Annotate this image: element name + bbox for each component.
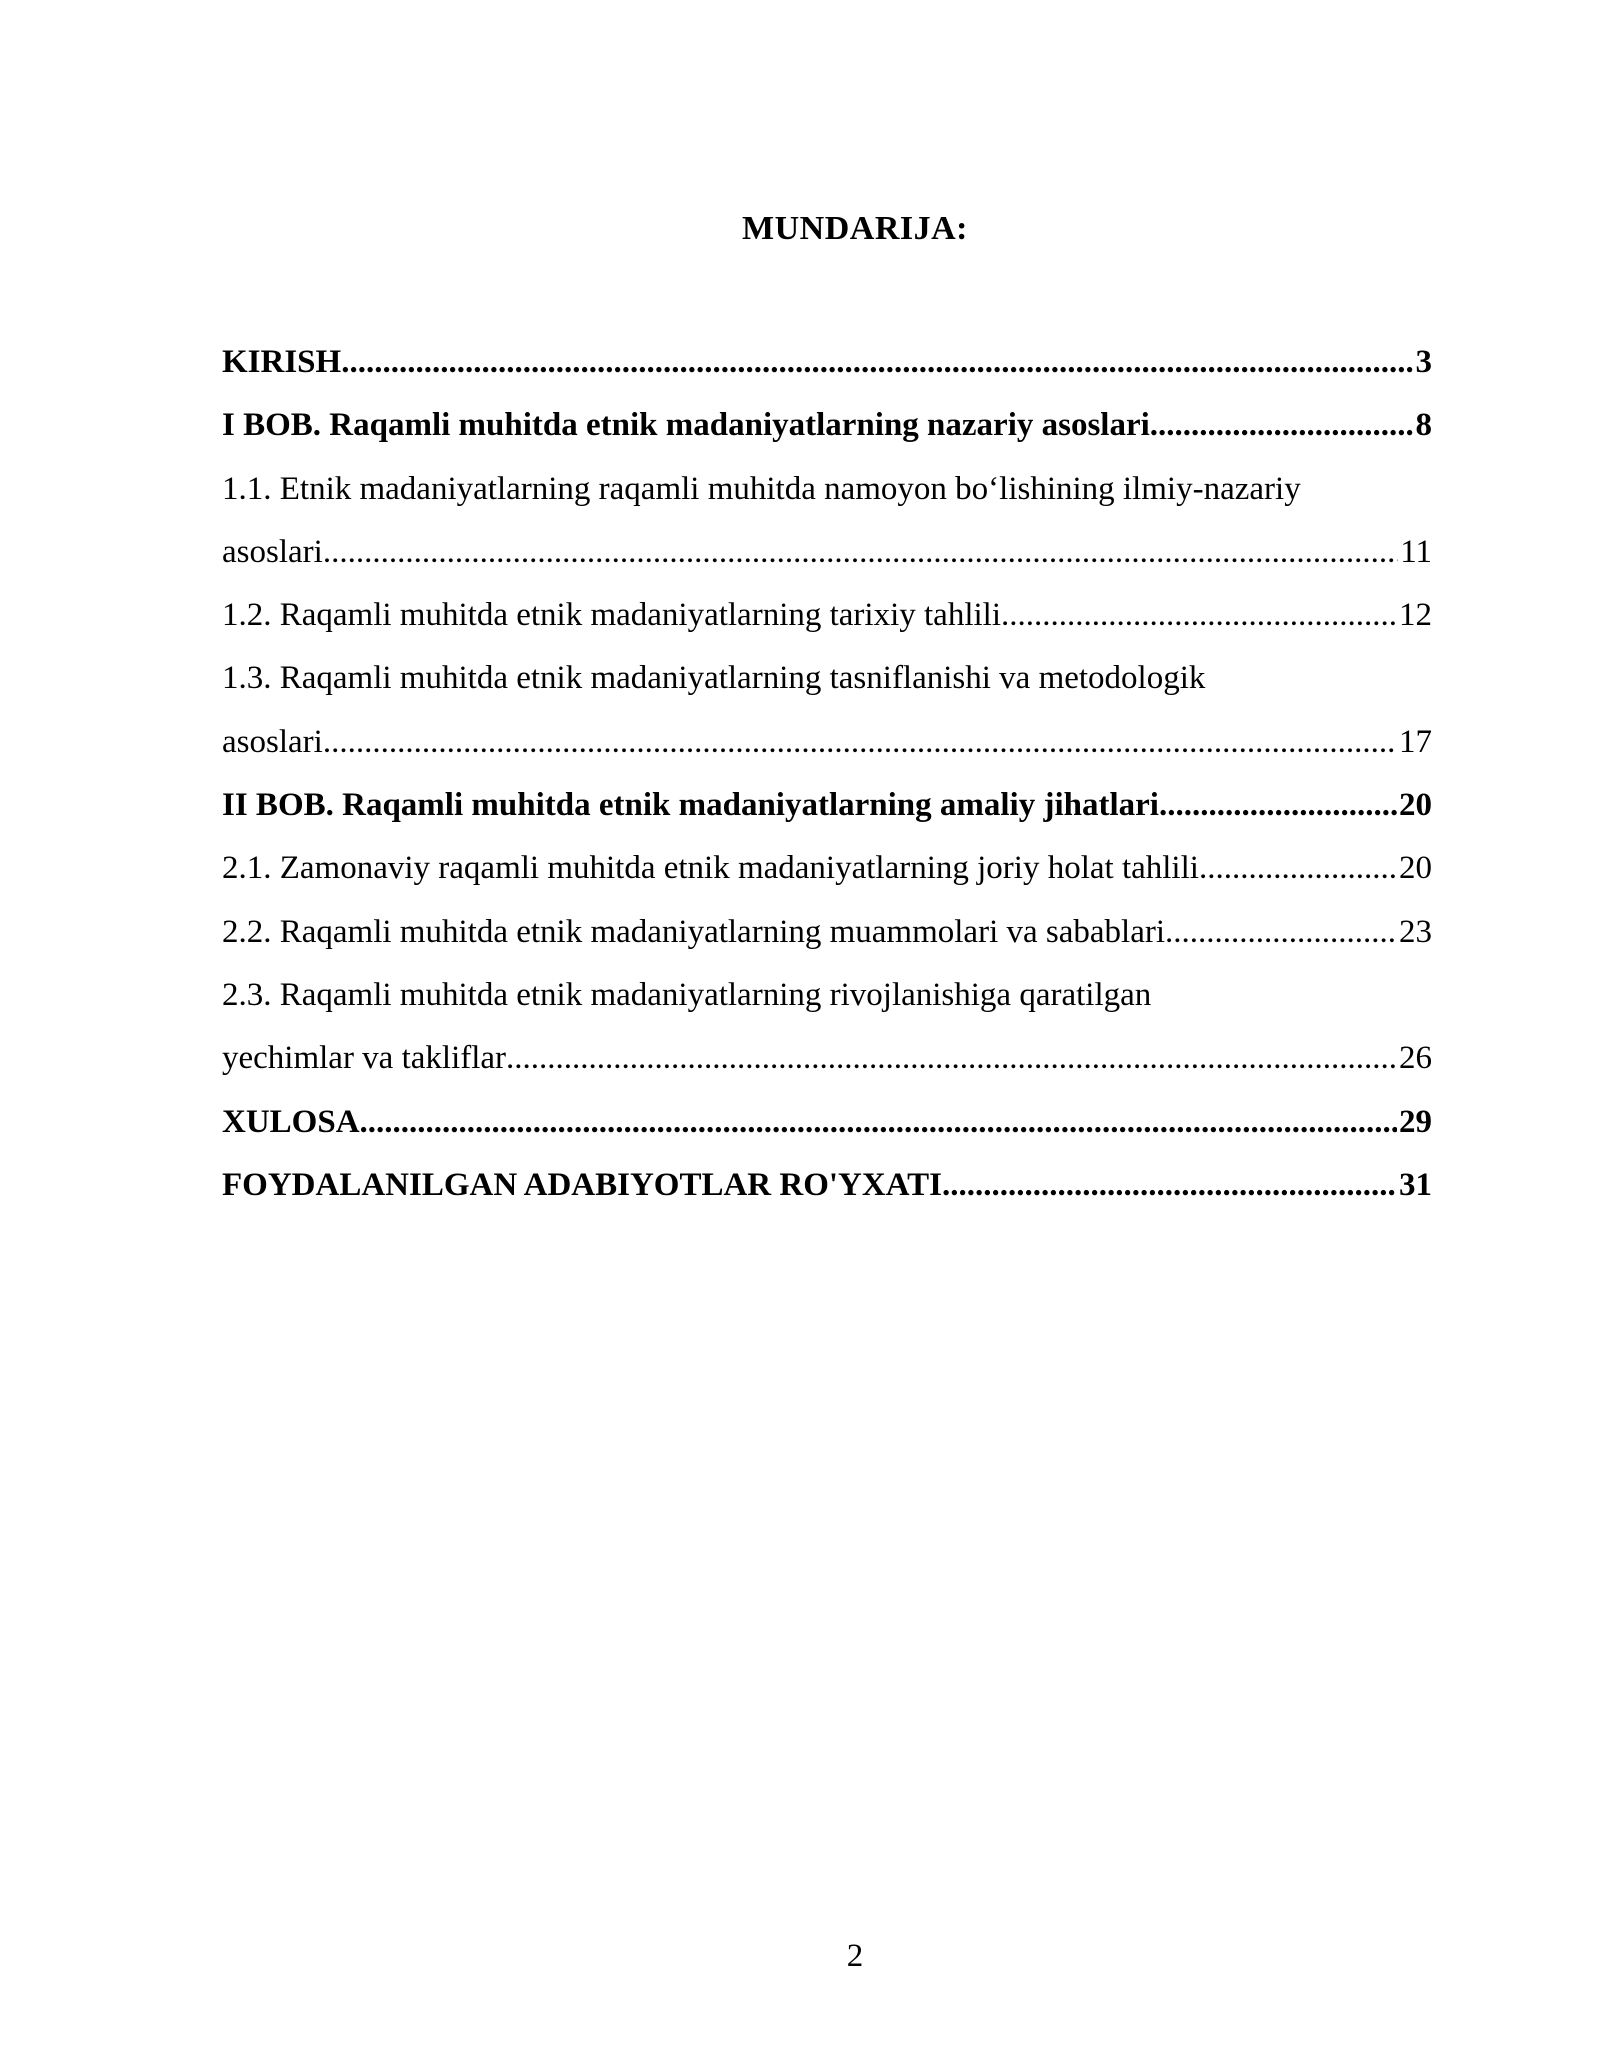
toc-entry-title: yechimlar va takliflar	[222, 1040, 507, 1077]
toc-page-number: 20	[1399, 850, 1432, 887]
toc-leader-dots	[323, 711, 1397, 774]
toc-page-number: 8	[1415, 407, 1432, 444]
toc-entry-1-1[interactable]	[222, 521, 1432, 584]
toc-entry-chapter-2[interactable]	[222, 774, 1432, 837]
toc-entry-title: 1.2. Raqamli muhitda etnik madaniyatlarning tarixiy tahlili	[222, 597, 1001, 634]
toc-entry-1-3[interactable]	[222, 711, 1432, 774]
toc-entry-title: II BOB. Raqamli muhitda etnik madaniyatlarning amaliy jihatlari	[222, 787, 1159, 824]
page-title: MUNDARIJA:	[742, 210, 968, 247]
toc-page-number: 17	[1399, 723, 1432, 760]
toc-leader-dots	[1199, 837, 1397, 900]
toc-entry-chapter-1[interactable]	[222, 394, 1432, 457]
toc-entry-2-2[interactable]	[222, 901, 1432, 964]
toc-entry-2-3-first-line[interactable]	[222, 964, 1432, 1027]
toc-page-number: 23	[1399, 913, 1432, 950]
toc-entry-kirish[interactable]	[222, 331, 1432, 394]
toc-page-number: 11	[1400, 533, 1432, 570]
toc-page-number: 12	[1399, 597, 1432, 634]
toc-entry-2-3[interactable]	[222, 1027, 1432, 1090]
toc-entry-1-2[interactable]	[222, 584, 1432, 647]
toc-leader-dots	[360, 1091, 1397, 1154]
toc-entry-title: asoslari	[222, 533, 323, 570]
toc-page-number: 3	[1415, 344, 1432, 380]
toc-entry-title: KIRISH	[222, 344, 342, 380]
toc-leader-dots	[341, 331, 1413, 394]
toc-entry-title: XULOSA	[222, 1103, 360, 1140]
toc-leader-dots	[506, 1027, 1397, 1090]
toc-entry-2-1[interactable]	[222, 837, 1432, 900]
toc-page-number: 31	[1399, 1166, 1432, 1203]
toc-leader-dots	[942, 1154, 1397, 1217]
toc-entry-title: I BOB. Raqamli muhitda etnik madaniyatlarning nazariy asoslari	[222, 407, 1150, 444]
toc-entry-title: asoslari	[222, 723, 323, 760]
page-number: 2	[846, 1938, 864, 1974]
toc-leader-dots	[1165, 901, 1397, 964]
toc-entry-title: 2.3. Raqamli muhitda etnik madaniyatlarning rivojlanishiga qaratilgan	[222, 976, 1152, 1013]
toc-page-number: 20	[1399, 787, 1432, 824]
toc-entry-title: 2.1. Zamonaviy raqamli muhitda etnik madaniyatlarning joriy holat tahlili	[222, 850, 1199, 887]
toc-entry-references[interactable]	[222, 1154, 1432, 1217]
toc-leader-dots	[1159, 774, 1397, 837]
toc-entry-title: 2.2. Raqamli muhitda etnik madaniyatlarning muammolari va sabablari	[222, 913, 1165, 950]
table-of-contents	[222, 331, 1432, 1217]
toc-page-number: 26	[1399, 1040, 1432, 1077]
toc-entry-title: FOYDALANILGAN ADABIYOTLAR RO'YXATI	[222, 1166, 942, 1203]
toc-entry-title: 1.1. Etnik madaniyatlarning raqamli muhitda namoyon bo‘lishining ilmiy-nazariy	[222, 470, 1301, 507]
toc-entry-1-1-first-line[interactable]	[222, 458, 1432, 521]
toc-entry-1-3-first-line[interactable]	[222, 647, 1432, 710]
toc-leader-dots	[1150, 394, 1414, 457]
toc-entry-xulosa[interactable]	[222, 1091, 1432, 1154]
toc-leader-dots	[1001, 584, 1397, 647]
toc-leader-dots	[323, 521, 1398, 584]
toc-page-number: 29	[1399, 1103, 1432, 1140]
toc-entry-title: 1.3. Raqamli muhitda etnik madaniyatlarning tasniflanishi va metodologik	[222, 660, 1206, 697]
